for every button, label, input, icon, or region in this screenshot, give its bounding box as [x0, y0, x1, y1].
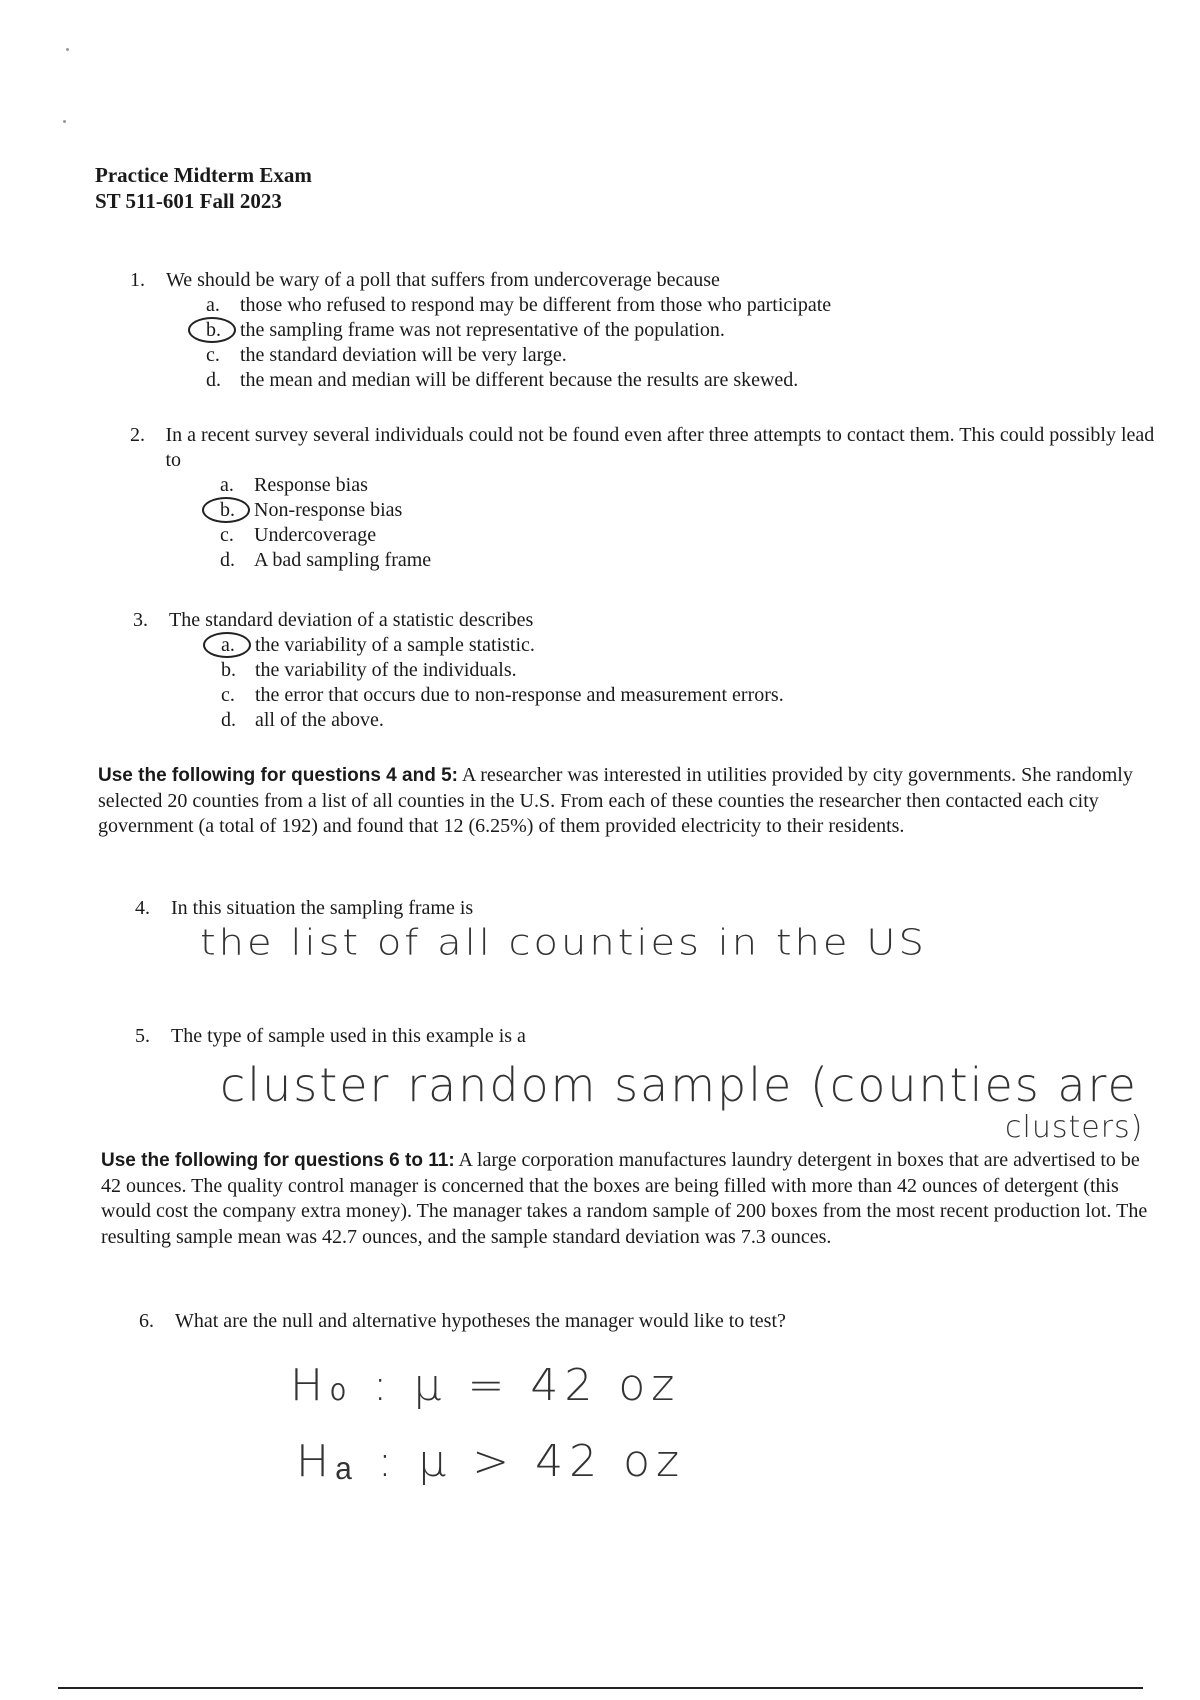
option-text: Response bias: [254, 474, 368, 496]
answer-circle-mark: [203, 632, 251, 658]
passage-q6-q11: [101, 1148, 1161, 1250]
option-list: [221, 633, 1153, 733]
handwritten-answer-5: cluster random sample (counties are: [220, 1058, 1138, 1112]
option-a[interactable]: [220, 473, 1160, 498]
option-list: [206, 293, 1150, 393]
handwritten-answer-5-cont: clusters): [1005, 1110, 1144, 1145]
option-text: the sampling frame was not representative of the population.: [240, 319, 725, 341]
question-text: In a recent survey several individuals could not be found even after three attempts to contact them. This could possibly lead to: [165, 424, 1155, 471]
question-4: [135, 896, 1155, 921]
question-number: 6.: [139, 1310, 154, 1332]
passage-lead: Use the following for questions 6 to 11:: [101, 1150, 455, 1171]
question-number: 3.: [133, 609, 148, 631]
question-text: We should be wary of a poll that suffers from undercoverage because: [166, 269, 720, 291]
option-b[interactable]: [221, 658, 1153, 683]
handwritten-alternative-hypothesis: Hₐ : μ > 42 oz: [296, 1436, 686, 1487]
option-text: the variability of the individuals.: [255, 659, 517, 681]
answer-circle-mark: [202, 497, 250, 523]
option-d[interactable]: [206, 368, 1150, 393]
option-letter: [220, 498, 254, 523]
exam-title: Practice Midterm Exam: [95, 163, 312, 187]
passage-lead: Use the following for questions 4 and 5:: [98, 765, 458, 786]
option-text: the variability of a sample statistic.: [255, 634, 535, 656]
question-2: [130, 423, 1160, 573]
option-text: A bad sampling frame: [254, 549, 432, 571]
option-letter: c.: [221, 684, 235, 706]
passage-text: A researcher was interested in utilities provided by city governments. She randomly selected 20 counties from a list of all counties in the U.S. From each of these counties the researcher then contacted each city government (a total of 192) and found that 12 (6.25%) of them provided electricity to their residents.: [98, 764, 1133, 837]
option-letter: [206, 318, 240, 343]
option-text: Undercoverage: [254, 524, 377, 546]
option-list: [220, 473, 1160, 573]
scan-speck: [63, 120, 66, 123]
option-text: the error that occurs due to non-response and measurement errors.: [255, 684, 784, 706]
option-b[interactable]: [220, 498, 1160, 523]
option-letter-text: a.: [221, 634, 235, 656]
passage-text: A large corporation manufactures laundry detergent in boxes that are advertised to be 42 ounces. The quality control manager is concerned that the boxes are being filled with more than 42 ounces of detergent (this would cost the company extra money). The manager takes a random sample of 200 boxes from the most recent production lot. The resulting sample mean was 42.7 ounces, and the sample standard deviation was 7.3 ounces.: [101, 1149, 1148, 1248]
option-a[interactable]: [221, 633, 1153, 658]
option-a[interactable]: [206, 293, 1150, 318]
option-text: Non-response bias: [254, 499, 403, 521]
option-letter: [221, 633, 255, 658]
option-letter: c.: [220, 524, 234, 546]
question-text: What are the null and alternative hypotheses the manager would like to test?: [175, 1310, 786, 1332]
page-bottom-rule: [58, 1687, 1143, 1689]
option-text: the standard deviation will be very large.: [240, 344, 567, 366]
exam-header: [95, 162, 312, 214]
question-number: 4.: [135, 897, 150, 919]
question-5: [135, 1024, 1155, 1049]
option-c[interactable]: [206, 343, 1150, 368]
option-letter: d.: [206, 369, 221, 391]
handwritten-null-hypothesis: H₀ : μ = 42 oz: [290, 1360, 681, 1411]
passage-q4-q5: [98, 763, 1158, 840]
handwritten-answer-4: the list of all counties in the US: [200, 922, 927, 964]
scan-speck: [66, 48, 69, 51]
question-text: The type of sample used in this example is a: [171, 1025, 526, 1047]
question-text: The standard deviation of a statistic describes: [169, 609, 534, 631]
option-c[interactable]: [220, 523, 1160, 548]
option-text: those who refused to respond may be different from those who participate: [240, 294, 832, 316]
option-letter: d.: [221, 709, 236, 731]
option-letter: d.: [220, 549, 235, 571]
course-label: ST 511-601 Fall 2023: [95, 189, 282, 213]
option-b[interactable]: [206, 318, 1150, 343]
option-letter: a.: [220, 474, 234, 496]
option-text: all of the above.: [255, 709, 384, 731]
option-letter: a.: [206, 294, 220, 316]
question-number: 5.: [135, 1025, 150, 1047]
option-d[interactable]: [220, 548, 1160, 573]
question-text: In this situation the sampling frame is: [171, 897, 474, 919]
question-3: [133, 608, 1153, 733]
answer-circle-mark: [188, 317, 236, 343]
question-6: [139, 1309, 1159, 1334]
question-number: 2.: [130, 424, 145, 446]
option-d[interactable]: [221, 708, 1153, 733]
option-letter-text: b.: [220, 499, 235, 521]
question-1: [130, 268, 1150, 393]
option-letter: b.: [221, 659, 236, 681]
question-number: 1.: [130, 269, 145, 291]
option-c[interactable]: [221, 683, 1153, 708]
option-text: the mean and median will be different because the results are skewed.: [240, 369, 799, 391]
option-letter: c.: [206, 344, 220, 366]
option-letter-text: b.: [206, 319, 221, 341]
